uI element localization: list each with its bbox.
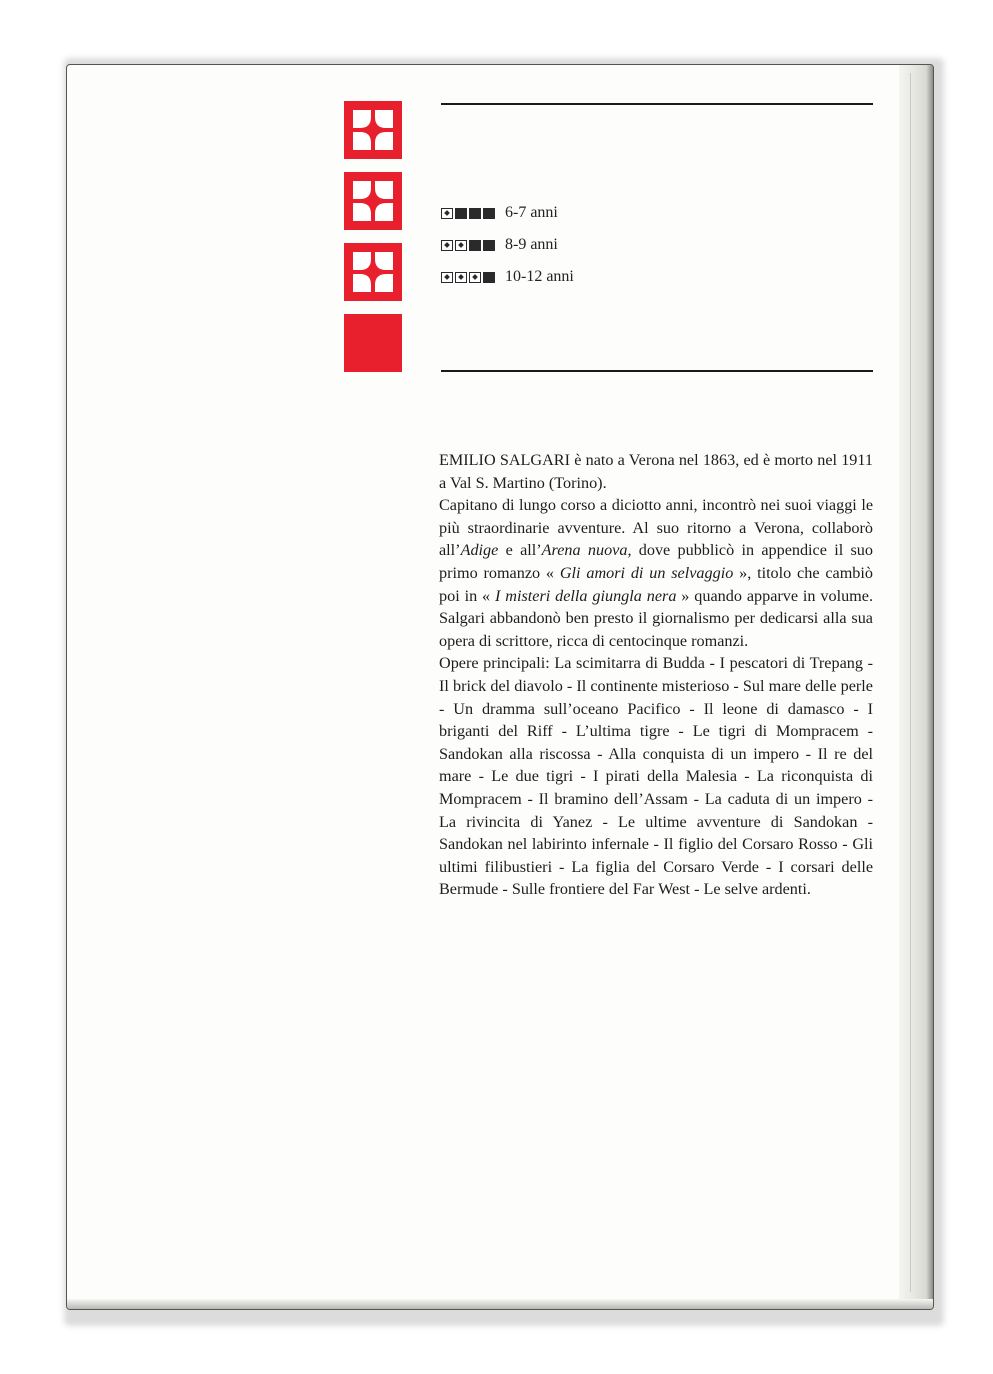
- age-level-indicator: [441, 240, 495, 251]
- level-solid-icon: [469, 208, 481, 219]
- novel-title-original: Gli amori di un selvaggio: [559, 563, 734, 582]
- age-row-10-12: [441, 261, 741, 293]
- level-marked-icon: [455, 240, 467, 251]
- level-solid-icon: [455, 208, 467, 219]
- bottom-rule: [441, 370, 873, 372]
- age-label: 8-9 anni: [505, 236, 558, 253]
- bottom-edge: [67, 1299, 933, 1309]
- newspaper-adige: Adige: [460, 541, 499, 560]
- level-marked-icon: [441, 240, 453, 251]
- age-legend: [441, 197, 741, 293]
- level-marked-icon: [441, 208, 453, 219]
- book-back-cover: [66, 64, 934, 1310]
- page-edge-line: [910, 73, 911, 1292]
- red-clover-block-3: [344, 243, 402, 301]
- age-level-indicator: [441, 208, 495, 219]
- author-biography: [439, 449, 873, 901]
- bio-works-list: Opere principali: La scimitarra di Budda - I pescatori di Trepang - Il brick del diavolo - Il continente misterioso - Sul mare delle perle - Un dramma sull’oceano Pacifico - Il leone di damasco - I briganti del Riff - L’ultima tigre - Le tigri di Mompracem - Sandokan alla riscossa - Alla conquista di un impero - Il re del mare - Le due tigri - I pirati della Malesia - La riconquista di Mompracem - Il bramino dell’Assam - La caduta di un impero - La rivincita di Yanez - Le ultime avventure di Sandokan - Sandokan nel labirinto infernale - Il figlio del Corsaro Rosso - Gli ultimi filibustieri - La figlia del Corsaro Verde - I corsari delle Bermude - Sulle frontiere del Far West - Le selve ardenti.: [439, 654, 873, 899]
- age-level-indicator: [441, 272, 495, 283]
- level-marked-icon: [441, 272, 453, 283]
- bio-intro: EMILIO SALGARI è nato a Verona nel 1863, ed è morto nel 1911 a Val S. Martino (Torino).: [439, 451, 873, 492]
- clover-icon: [351, 250, 395, 294]
- bio-career: Capitano di lungo corso a diciotto anni, incontrò nei suoi viaggi le più straordinarie avventure. Al suo ritorno a Verona, collaborò all’Adige e all’Arena nuova, dove pubblicò in appendice il suo primo romanzo « Gli amori di un selvaggio », titolo che cambiò poi in « I misteri della giungla nera » quando apparve in volume. Salgari abbandonò ben presto il giornalismo per dedicarsi alla sua opera di scrittore, ricca di centocinque romanzi.: [439, 496, 874, 650]
- red-solid-block: [344, 314, 402, 372]
- novel-title-renamed: I misteri della giungla nera: [495, 586, 677, 605]
- level-solid-icon: [483, 240, 495, 251]
- level-marked-icon: [455, 272, 467, 283]
- age-label: 10-12 anni: [505, 268, 574, 285]
- level-solid-icon: [483, 208, 495, 219]
- top-rule: [441, 103, 873, 105]
- level-solid-icon: [469, 240, 481, 251]
- clover-icon: [351, 179, 395, 223]
- age-row-6-7: [441, 197, 741, 229]
- clover-icon: [351, 108, 395, 152]
- level-solid-icon: [483, 272, 495, 283]
- red-clover-block-1: [344, 101, 402, 159]
- red-clover-block-2: [344, 172, 402, 230]
- age-row-8-9: [441, 229, 741, 261]
- newspaper-arena-nuova: Arena nuova: [541, 541, 628, 560]
- age-label: 6-7 anni: [505, 204, 558, 221]
- series-emblem-column: [344, 101, 404, 385]
- level-marked-icon: [469, 272, 481, 283]
- page-edge: [899, 65, 933, 1309]
